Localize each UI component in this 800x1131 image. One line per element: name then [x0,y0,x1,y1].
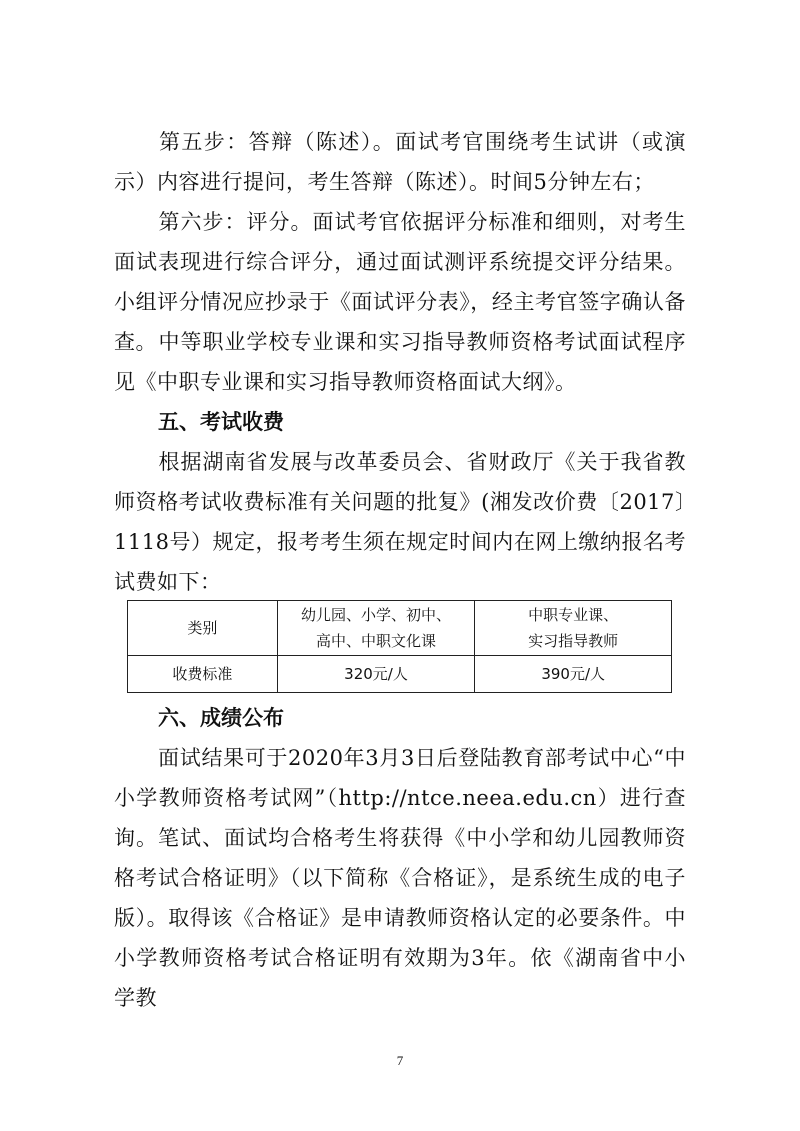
fee-table-fee2: 390元/人 [475,656,672,693]
fee-table-row [128,656,672,693]
fee-table-col1-header: 幼儿园、小学、初中、 高中、中职文化课 [277,601,475,656]
paragraph-step-five: 第五步：答辩（陈述）。面试考官围绕考生试讲（或演示）内容进行提问，考生答辩（陈述）。时间5分钟左右； [114,130,686,194]
paragraph-results: 面试结果可于2020年3月3日后登陆教育部考试中心“中小学教师资格考试网”（http://ntce.neea.edu.cn）进行查询。笔试、面试均合格考生将获得《中小学和幼儿园教师资格考试合格证明》（以下简称《合格证》，是系统生成的电子版）。取得该《合格证》是申请教师资格认定的必要条件。中小学教师资格考试合格证明有效期为3年。依《湖南省中小学教 [114,746,686,1010]
fee-table-row-label: 收费标准 [128,656,278,693]
fee-table-fee1: 320元/人 [277,656,475,693]
paragraph-fee-intro: 根据湖南省发展与改革委员会、省财政厅《关于我省教师资格考试收费标准有关问题的批复》(湘发改价费〔2017〕1118号）规定，报考考生须在规定时间内在网上缴纳报名考试费如下： [114,450,686,594]
section-heading-fees: 五、考试收费 [158,410,284,434]
paragraph-secondary-vocational: 中等职业学校专业课和实习指导教师资格考试面试程序见《中职专业课和实习指导教师资格面试大纲》。 [114,330,686,394]
fee-table-category-header: 类别 [128,601,278,656]
fee-table-header-row [128,601,672,656]
page-number: 7 [396,1053,404,1068]
fee-table-col2-header: 中职专业课、 实习指导教师 [475,601,672,656]
section-heading-results: 六、成绩公布 [158,706,284,730]
fee-table [127,600,672,693]
paragraph-step-six: 第六步：评分。面试考官依据评分标准和细则，对考生面试表现进行综合评分，通过面试测评系统提交评分结果。小组评分情况应抄录于《面试评分表》，经主考官签字确认备查。 [114,210,686,354]
